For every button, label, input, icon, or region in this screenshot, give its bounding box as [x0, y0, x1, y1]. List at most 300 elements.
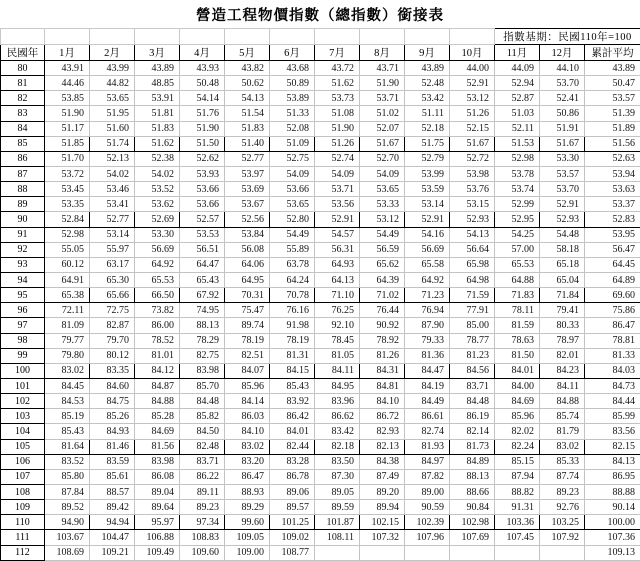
month-value-cell: 53.72 — [45, 166, 90, 181]
month-value-cell: 66.50 — [135, 288, 180, 303]
month-value-cell: 79.70 — [90, 333, 135, 348]
month-value-cell: 85.70 — [180, 378, 225, 393]
month-value-cell: 78.52 — [135, 333, 180, 348]
month-value-cell: 71.59 — [450, 288, 495, 303]
month-value-cell: 89.05 — [315, 484, 360, 499]
table-row — [1, 363, 640, 378]
month-value-cell: 86.22 — [180, 469, 225, 484]
table-row — [1, 500, 640, 515]
month-value-cell: 53.66 — [270, 182, 315, 197]
month-value-cell: 84.75 — [90, 394, 135, 409]
month-value-cell: 83.92 — [270, 394, 315, 409]
month-value-cell: 72.11 — [45, 303, 90, 318]
month-value-cell: 85.96 — [225, 378, 270, 393]
avg-cell: 53.94 — [585, 166, 640, 181]
month-value-cell: 90.92 — [360, 318, 405, 333]
header-spacer-cell — [315, 29, 360, 45]
month-value-cell: 81.56 — [135, 439, 180, 454]
month-value-cell: 78.29 — [180, 333, 225, 348]
month-value-cell: 89.94 — [360, 500, 405, 515]
avg-cell: 83.56 — [585, 424, 640, 439]
table-header-month: 10月 — [450, 45, 495, 61]
month-value-cell: 79.33 — [405, 333, 450, 348]
month-value-cell: 82.02 — [495, 424, 540, 439]
table-header-month: 2月 — [90, 45, 135, 61]
month-value-cell: 44.09 — [495, 61, 540, 76]
month-value-cell: 52.75 — [270, 151, 315, 166]
base-period-note: 指數基期：民國110年=100 — [495, 29, 640, 45]
month-value-cell: 85.26 — [90, 409, 135, 424]
table-row — [1, 439, 640, 454]
month-value-cell: 83.20 — [225, 454, 270, 469]
month-value-cell: 85.82 — [180, 409, 225, 424]
month-value-cell: 53.65 — [270, 197, 315, 212]
month-value-cell — [540, 545, 585, 561]
year-cell: 109 — [1, 500, 45, 515]
month-value-cell: 103.25 — [540, 515, 585, 530]
month-value-cell: 82.74 — [405, 424, 450, 439]
month-value-cell: 50.48 — [180, 76, 225, 91]
month-value-cell: 53.46 — [90, 182, 135, 197]
month-value-cell: 63.17 — [90, 257, 135, 272]
month-value-cell: 82.44 — [270, 439, 315, 454]
table-row — [1, 121, 640, 136]
month-value-cell: 86.03 — [225, 409, 270, 424]
avg-cell: 85.99 — [585, 409, 640, 424]
month-value-cell: 109.60 — [180, 545, 225, 561]
month-value-cell: 64.91 — [45, 272, 90, 287]
table-row — [1, 106, 640, 121]
month-value-cell: 53.14 — [90, 227, 135, 242]
month-value-cell: 53.74 — [495, 182, 540, 197]
month-value-cell: 56.69 — [135, 242, 180, 257]
month-value-cell: 108.77 — [270, 545, 315, 561]
month-value-cell: 51.33 — [270, 106, 315, 121]
month-value-cell: 52.72 — [450, 151, 495, 166]
month-value-cell: 78.11 — [495, 303, 540, 318]
month-value-cell: 86.00 — [135, 318, 180, 333]
table-row — [1, 454, 640, 469]
month-value-cell: 53.53 — [180, 227, 225, 242]
month-value-cell: 83.71 — [450, 378, 495, 393]
table-row — [1, 61, 640, 76]
month-value-cell: 64.92 — [135, 257, 180, 272]
month-value-cell: 44.46 — [45, 76, 90, 91]
avg-cell: 81.33 — [585, 348, 640, 363]
month-value-cell: 86.47 — [225, 469, 270, 484]
month-value-cell: 51.08 — [315, 106, 360, 121]
month-value-cell: 64.06 — [225, 257, 270, 272]
month-value-cell: 89.11 — [180, 484, 225, 499]
month-value-cell: 53.59 — [405, 182, 450, 197]
month-value-cell: 84.97 — [405, 454, 450, 469]
month-value-cell: 76.25 — [315, 303, 360, 318]
year-cell: 85 — [1, 136, 45, 151]
month-value-cell: 89.42 — [90, 500, 135, 515]
month-value-cell: 53.71 — [360, 91, 405, 106]
month-value-cell: 84.53 — [45, 394, 90, 409]
month-value-cell: 54.14 — [180, 91, 225, 106]
month-value-cell: 87.49 — [360, 469, 405, 484]
month-value-cell: 56.64 — [450, 242, 495, 257]
year-cell: 100 — [1, 363, 45, 378]
month-value-cell: 94.94 — [90, 515, 135, 530]
year-cell: 89 — [1, 197, 45, 212]
month-value-cell: 71.83 — [495, 288, 540, 303]
month-value-cell: 76.16 — [270, 303, 315, 318]
month-value-cell: 52.98 — [495, 151, 540, 166]
year-cell: 81 — [1, 76, 45, 91]
table-row — [1, 318, 640, 333]
table-row — [1, 484, 640, 499]
index-table — [0, 28, 640, 561]
month-value-cell: 55.05 — [45, 242, 90, 257]
month-value-cell: 78.63 — [495, 333, 540, 348]
month-value-cell: 53.98 — [450, 166, 495, 181]
month-value-cell: 78.97 — [540, 333, 585, 348]
month-value-cell: 65.58 — [405, 257, 450, 272]
month-value-cell: 55.89 — [270, 242, 315, 257]
header-spacer-cell — [225, 29, 270, 45]
year-cell: 92 — [1, 242, 45, 257]
month-value-cell: 65.38 — [45, 288, 90, 303]
month-value-cell: 53.71 — [315, 182, 360, 197]
month-value-cell: 52.08 — [270, 121, 315, 136]
month-value-cell: 53.30 — [135, 227, 180, 242]
month-value-cell: 89.20 — [360, 484, 405, 499]
month-value-cell: 51.54 — [225, 106, 270, 121]
month-value-cell: 53.33 — [360, 197, 405, 212]
month-value-cell: 54.49 — [360, 227, 405, 242]
month-value-cell: 52.62 — [180, 151, 225, 166]
month-value-cell: 83.52 — [45, 454, 90, 469]
month-value-cell: 84.88 — [540, 394, 585, 409]
month-value-cell: 65.43 — [180, 272, 225, 287]
month-value-cell: 85.28 — [135, 409, 180, 424]
month-value-cell: 64.88 — [495, 272, 540, 287]
month-value-cell: 53.69 — [225, 182, 270, 197]
month-value-cell: 84.69 — [135, 424, 180, 439]
month-value-cell: 43.89 — [135, 61, 180, 76]
month-value-cell: 51.26 — [450, 106, 495, 121]
column-header-row — [1, 45, 640, 61]
month-value-cell: 84.47 — [405, 363, 450, 378]
month-value-cell: 52.77 — [90, 212, 135, 227]
month-value-cell: 86.62 — [315, 409, 360, 424]
month-value-cell: 83.42 — [315, 424, 360, 439]
month-value-cell: 54.02 — [135, 166, 180, 181]
month-value-cell: 52.99 — [495, 197, 540, 212]
year-cell: 112 — [1, 545, 45, 561]
month-value-cell: 65.62 — [360, 257, 405, 272]
month-value-cell: 83.96 — [315, 394, 360, 409]
table-header-month: 1月 — [45, 45, 90, 61]
month-value-cell: 84.07 — [225, 363, 270, 378]
page-title: 營造工程物價指數（總指數）銜接表 — [196, 8, 444, 24]
year-cell: 96 — [1, 303, 45, 318]
year-cell: 87 — [1, 166, 45, 181]
month-value-cell: 87.82 — [405, 469, 450, 484]
month-value-cell: 48.85 — [135, 76, 180, 91]
year-cell: 108 — [1, 484, 45, 499]
table-header-month: 5月 — [225, 45, 270, 61]
month-value-cell: 65.98 — [450, 257, 495, 272]
header-spacer-cell — [1, 29, 45, 45]
table-header-month: 11月 — [495, 45, 540, 61]
month-value-cell: 85.15 — [495, 454, 540, 469]
month-value-cell: 84.14 — [225, 394, 270, 409]
header-spacer-cell — [45, 29, 90, 45]
month-value-cell: 89.52 — [45, 500, 90, 515]
month-value-cell: 64.92 — [405, 272, 450, 287]
month-value-cell: 82.48 — [180, 439, 225, 454]
month-value-cell: 74.95 — [180, 303, 225, 318]
month-value-cell: 64.98 — [450, 272, 495, 287]
month-value-cell: 52.84 — [45, 212, 90, 227]
avg-cell: 56.47 — [585, 242, 640, 257]
month-value-cell: 54.09 — [315, 166, 360, 181]
month-value-cell: 86.42 — [270, 409, 315, 424]
month-value-cell: 81.31 — [270, 348, 315, 363]
month-value-cell: 82.75 — [180, 348, 225, 363]
year-cell: 103 — [1, 409, 45, 424]
month-value-cell: 82.24 — [495, 439, 540, 454]
avg-cell: 51.56 — [585, 136, 640, 151]
month-value-cell: 88.82 — [495, 484, 540, 499]
month-value-cell: 43.82 — [225, 61, 270, 76]
month-value-cell: 79.41 — [540, 303, 585, 318]
month-value-cell: 52.91 — [315, 212, 360, 227]
month-value-cell: 81.05 — [315, 348, 360, 363]
table-row — [1, 288, 640, 303]
month-value-cell: 82.93 — [360, 424, 405, 439]
year-cell: 94 — [1, 272, 45, 287]
month-value-cell: 88.66 — [450, 484, 495, 499]
month-value-cell: 103.36 — [495, 515, 540, 530]
avg-cell: 64.89 — [585, 272, 640, 287]
avg-cell: 53.95 — [585, 227, 640, 242]
month-value-cell: 78.92 — [360, 333, 405, 348]
month-value-cell: 104.47 — [90, 530, 135, 545]
month-value-cell: 107.32 — [360, 530, 405, 545]
month-value-cell: 71.84 — [540, 288, 585, 303]
table-row — [1, 409, 640, 424]
month-value-cell: 92.76 — [540, 500, 585, 515]
month-value-cell: 55.97 — [90, 242, 135, 257]
month-value-cell: 85.61 — [90, 469, 135, 484]
month-value-cell: 89.06 — [270, 484, 315, 499]
month-value-cell: 89.23 — [540, 484, 585, 499]
month-value-cell: 85.19 — [45, 409, 90, 424]
month-value-cell: 53.91 — [135, 91, 180, 106]
month-value-cell: 102.39 — [405, 515, 450, 530]
month-value-cell: 51.75 — [405, 136, 450, 151]
month-value-cell: 65.18 — [540, 257, 585, 272]
month-value-cell: 89.23 — [180, 500, 225, 515]
month-value-cell: 44.10 — [540, 61, 585, 76]
month-value-cell: 52.13 — [90, 151, 135, 166]
month-value-cell: 84.45 — [45, 378, 90, 393]
month-value-cell — [495, 545, 540, 561]
table-header-avg: 累計平均 — [585, 45, 640, 61]
month-value-cell: 63.78 — [270, 257, 315, 272]
avg-cell: 84.44 — [585, 394, 640, 409]
month-value-cell: 87.94 — [495, 469, 540, 484]
month-value-cell: 107.69 — [450, 530, 495, 545]
month-value-cell: 88.57 — [90, 484, 135, 499]
avg-cell: 84.03 — [585, 363, 640, 378]
month-value-cell: 84.48 — [180, 394, 225, 409]
month-value-cell: 71.02 — [360, 288, 405, 303]
month-value-cell: 108.11 — [315, 530, 360, 545]
month-value-cell: 56.59 — [360, 242, 405, 257]
month-value-cell: 81.23 — [450, 348, 495, 363]
year-cell: 82 — [1, 91, 45, 106]
month-value-cell: 81.93 — [405, 439, 450, 454]
month-value-cell: 51.90 — [315, 121, 360, 136]
month-value-cell: 91.31 — [495, 500, 540, 515]
month-value-cell: 51.67 — [360, 136, 405, 151]
month-value-cell: 64.39 — [360, 272, 405, 287]
month-value-cell: 54.13 — [450, 227, 495, 242]
avg-cell: 109.13 — [585, 545, 640, 561]
month-value-cell: 78.77 — [450, 333, 495, 348]
month-value-cell: 51.40 — [225, 136, 270, 151]
month-value-cell: 51.09 — [270, 136, 315, 151]
month-value-cell: 52.93 — [540, 212, 585, 227]
month-value-cell: 82.01 — [540, 348, 585, 363]
month-value-cell: 83.50 — [315, 454, 360, 469]
month-value-cell: 53.85 — [45, 91, 90, 106]
month-value-cell: 64.93 — [315, 257, 360, 272]
month-value-cell: 90.59 — [405, 500, 450, 515]
month-value-cell: 99.60 — [225, 515, 270, 530]
month-value-cell: 57.00 — [495, 242, 540, 257]
month-value-cell: 84.19 — [405, 378, 450, 393]
year-cell: 99 — [1, 348, 45, 363]
month-value-cell: 85.96 — [495, 409, 540, 424]
avg-cell: 52.83 — [585, 212, 640, 227]
avg-cell: 88.88 — [585, 484, 640, 499]
header-spacer-cell — [450, 29, 495, 45]
month-value-cell: 52.91 — [450, 76, 495, 91]
avg-cell: 53.57 — [585, 91, 640, 106]
table-row — [1, 242, 640, 257]
month-value-cell: 85.43 — [45, 424, 90, 439]
year-cell: 110 — [1, 515, 45, 530]
month-value-cell: 54.09 — [360, 166, 405, 181]
month-value-cell: 83.35 — [90, 363, 135, 378]
month-value-cell: 50.86 — [540, 106, 585, 121]
month-value-cell: 52.91 — [540, 197, 585, 212]
month-value-cell: 84.60 — [90, 378, 135, 393]
table-header-month: 4月 — [180, 45, 225, 61]
month-value-cell: 89.04 — [135, 484, 180, 499]
month-value-cell: 53.97 — [225, 166, 270, 181]
month-value-cell: 84.11 — [540, 378, 585, 393]
month-value-cell: 65.53 — [135, 272, 180, 287]
month-value-cell: 71.23 — [405, 288, 450, 303]
month-value-cell: 58.18 — [540, 242, 585, 257]
avg-cell: 43.89 — [585, 61, 640, 76]
month-value-cell: 106.88 — [135, 530, 180, 545]
table-row — [1, 257, 640, 272]
year-cell: 106 — [1, 454, 45, 469]
month-value-cell: 70.78 — [270, 288, 315, 303]
month-value-cell: 89.57 — [270, 500, 315, 515]
avg-cell: 86.95 — [585, 469, 640, 484]
month-value-cell: 52.70 — [360, 151, 405, 166]
month-value-cell: 65.66 — [90, 288, 135, 303]
month-value-cell: 84.10 — [225, 424, 270, 439]
month-value-cell: 89.00 — [405, 484, 450, 499]
avg-cell: 84.13 — [585, 454, 640, 469]
avg-cell: 51.89 — [585, 121, 640, 136]
month-value-cell: 109.49 — [135, 545, 180, 561]
month-value-cell: 108.83 — [180, 530, 225, 545]
month-value-cell: 107.45 — [495, 530, 540, 545]
table-header-month: 3月 — [135, 45, 180, 61]
month-value-cell: 51.91 — [540, 121, 585, 136]
month-value-cell: 81.73 — [450, 439, 495, 454]
table-row — [1, 151, 640, 166]
month-value-cell: 101.25 — [270, 515, 315, 530]
month-value-cell: 82.51 — [225, 348, 270, 363]
month-value-cell: 84.81 — [360, 378, 405, 393]
month-value-cell: 87.74 — [540, 469, 585, 484]
month-value-cell: 89.29 — [225, 500, 270, 515]
month-value-cell: 85.00 — [450, 318, 495, 333]
month-value-cell: 56.31 — [315, 242, 360, 257]
month-value-cell: 86.61 — [405, 409, 450, 424]
month-value-cell: 84.93 — [90, 424, 135, 439]
month-value-cell: 52.79 — [405, 151, 450, 166]
month-value-cell: 52.11 — [495, 121, 540, 136]
month-value-cell: 84.00 — [495, 378, 540, 393]
month-value-cell: 53.84 — [225, 227, 270, 242]
month-value-cell: 53.62 — [135, 197, 180, 212]
month-value-cell: 51.67 — [450, 136, 495, 151]
month-value-cell: 53.93 — [180, 166, 225, 181]
month-value-cell: 84.01 — [495, 363, 540, 378]
year-cell: 107 — [1, 469, 45, 484]
month-value-cell: 51.81 — [135, 106, 180, 121]
month-value-cell: 52.15 — [450, 121, 495, 136]
table-row — [1, 378, 640, 393]
avg-cell: 78.81 — [585, 333, 640, 348]
month-value-cell: 53.35 — [45, 197, 90, 212]
month-value-cell: 84.15 — [270, 363, 315, 378]
header-spacer-cell — [360, 29, 405, 45]
month-value-cell: 70.31 — [225, 288, 270, 303]
month-value-cell: 52.48 — [405, 76, 450, 91]
month-value-cell: 88.13 — [180, 318, 225, 333]
avg-cell: 51.39 — [585, 106, 640, 121]
month-value-cell: 84.11 — [315, 363, 360, 378]
month-value-cell: 43.99 — [90, 61, 135, 76]
month-value-cell: 109.00 — [225, 545, 270, 561]
month-value-cell: 52.69 — [135, 212, 180, 227]
month-value-cell: 108.69 — [45, 545, 90, 561]
year-cell: 95 — [1, 288, 45, 303]
month-value-cell: 53.66 — [180, 197, 225, 212]
month-value-cell: 51.74 — [90, 136, 135, 151]
month-value-cell: 81.79 — [540, 424, 585, 439]
year-cell: 102 — [1, 394, 45, 409]
avg-cell: 53.37 — [585, 197, 640, 212]
avg-cell: 86.47 — [585, 318, 640, 333]
month-value-cell: 81.64 — [45, 439, 90, 454]
